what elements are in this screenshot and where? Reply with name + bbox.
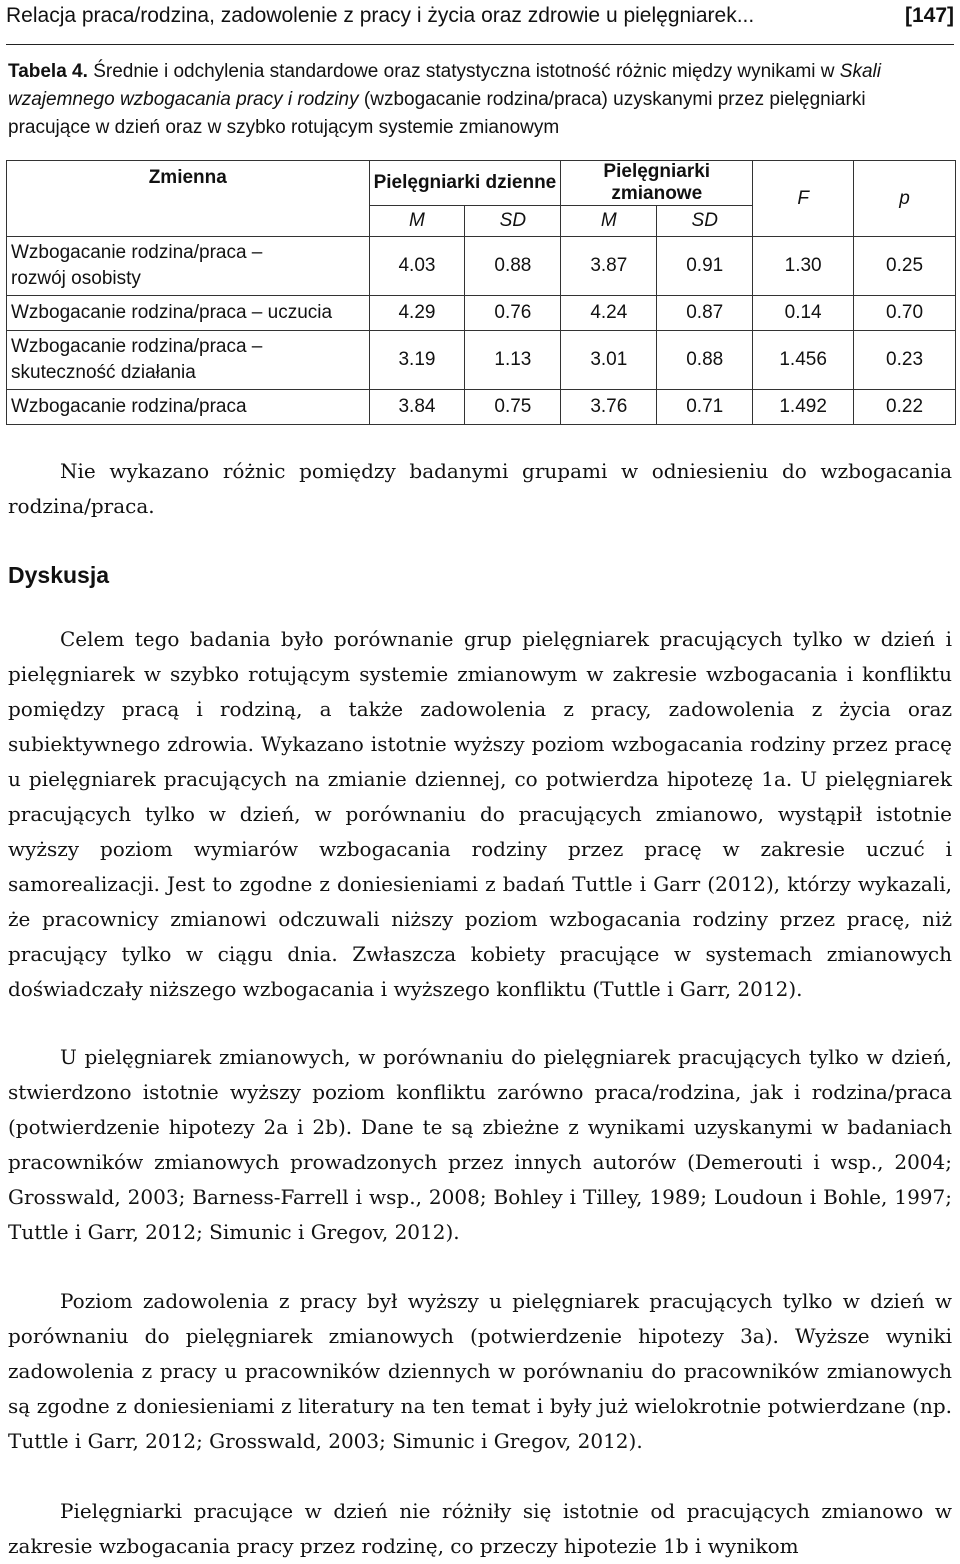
discussion-paragraph-1: Celem tego badania było porównanie grup pielęgniarek pracujących tylko w dzień i pielęgniarek w szybko rotującym systemie zmianowym w zakresie wzbogacania i konfliktu pomiędzy pracą i rodziną, a także zadowolenia z pracy, zadowolenia z życia oraz subiektywnego zdrowia. Wykazano istotnie wyższy poziom wzbogacania rodziny przez pracę u pielęgniarek pracujących na zmianie dziennej, co potwierdza hipotezę 1a. U pielęgniarek pracujących tylko w dzień, w porównaniu do pracujących zmianowo, wystąpił istotnie wyższy poziom wymiarów wzbogacania rodziny przez pracę w zakresie uczuć i samorealizacji. Jest to zgodne z doniesieniami z badań Tuttle i Garr (2012), którzy wykazali, że pracownicy zmianowi odczuwali niższy poziom wzbogacania rodziny przez pracę, niż pracujący tylko w ciągu dnia. Zwłaszcza kobiety pracujące w systemach zmianowych doświadczały niższego wzbogacania i wyższego konfliktu (Tuttle i Garr, 2012). (8, 627, 952, 1001)
row-variable (7, 237, 370, 296)
row-variable-line1: Wzbogacanie rodzina/praca – (11, 242, 263, 263)
row-variable (7, 296, 370, 331)
discussion-paragraph-2: U pielęgniarek zmianowych, w porównaniu do pielęgniarek pracujących tylko w dzień, stwierdzono istotnie wyższy poziom konfliktu zarówno praca/rodzina, jak i rodzina/praca (potwierdzenie hipotezy 2a i 2b). Dane te są zbieżne z wynikami uzyskanymi w badaniach pracowników zmianowych prowadzonych przez innych autorów (Demerouti i wsp., 2004; Grosswald, 2003; Barness-Farrell i wsp., 2008; Bohley i Tilley, 1989; Loudoun i Bohle, 1997; Tuttle i Garr, 2012; Simunic i Gregov, 2012). (8, 1045, 952, 1244)
caption-scale-name: Skali wzajemnego wzbogacania pracy i rodziny (8, 61, 881, 110)
header-shift-nurses: Pielęgniarki zmianowe (561, 161, 753, 206)
cell-sd-shift: 0.88 (657, 331, 753, 390)
header-m-shift: M (561, 206, 657, 237)
caption-text-1: Średnie i odchylenia standardowe oraz statystyczna istotność różnic między wynikami w (93, 61, 835, 82)
row-variable (7, 331, 370, 390)
row-variable-line2: skuteczność działania (11, 362, 196, 383)
table-row (7, 237, 956, 296)
running-header (6, 0, 954, 45)
cell-f: 0.14 (753, 296, 854, 331)
cell-m-day: 3.84 (369, 390, 465, 425)
table-row (7, 331, 956, 390)
discussion-paragraph-3: Poziom zadowolenia z pracy był wyższy u pielęgniarek pracujących tylko w dzień w porównaniu do pielęgniarek zmianowych (potwierdzenie hipotezy 3a). Wyższe wyniki zadowolenia z pracy u pracowników dziennych w porównaniu do pracowników zmianowych są zgodne z doniesieniami z literatury na ten temat i były już wielokrotnie potwierdzane (np. Tuttle i Garr, 2012; Grosswald, 2003; Simunic i Gregov, 2012). (8, 1289, 952, 1453)
cell-sd-day: 0.75 (465, 390, 561, 425)
cell-m-shift: 3.76 (561, 390, 657, 425)
header-day-nurses: Pielęgniarki dzienne (369, 161, 561, 206)
cell-f: 1.456 (753, 331, 854, 390)
row-variable-line2: rozwój osobisty (11, 268, 141, 289)
cell-sd-day: 1.13 (465, 331, 561, 390)
results-table (6, 160, 956, 425)
page-number: [147] (904, 4, 954, 27)
cell-m-shift: 3.01 (561, 331, 657, 390)
header-f: F (753, 161, 854, 237)
cell-sd-day: 0.88 (465, 237, 561, 296)
row-variable-line1: Wzbogacanie rodzina/praca – uczucia (11, 302, 333, 323)
cell-sd-day: 0.76 (465, 296, 561, 331)
header-sd-day: SD (465, 206, 561, 237)
cell-p: 0.22 (854, 390, 956, 425)
row-variable-line1: Wzbogacanie rodzina/praca – (11, 336, 263, 357)
header-m-day: M (369, 206, 465, 237)
table-label: Tabela 4. (8, 61, 88, 82)
cell-p: 0.70 (854, 296, 956, 331)
cell-sd-shift: 0.71 (657, 390, 753, 425)
cell-m-shift: 3.87 (561, 237, 657, 296)
cell-m-day: 4.03 (369, 237, 465, 296)
table-header-row (7, 161, 956, 206)
header-p: p (854, 161, 956, 237)
cell-m-shift: 4.24 (561, 296, 657, 331)
row-variable-line1: Wzbogacanie rodzina/praca (11, 396, 247, 417)
cell-m-day: 3.19 (369, 331, 465, 390)
header-sd-shift: SD (657, 206, 753, 237)
section-heading: Dyskusja (8, 562, 110, 588)
cell-f: 1.30 (753, 237, 854, 296)
running-title: Relacja praca/rodzina, zadowolenie z pracy i życia oraz zdrowie u pielęgniarek... (6, 4, 755, 27)
cell-sd-shift: 0.91 (657, 237, 753, 296)
cell-p: 0.23 (854, 331, 956, 390)
table-row (7, 296, 956, 331)
caption-text-2: (wzbogacanie rodzina/praca) uzyskanymi przez pielęgniarki pracujące w dzień oraz w szybko rotującym systemie zmianowym (8, 89, 866, 138)
cell-p: 0.25 (854, 237, 956, 296)
cell-f: 1.492 (753, 390, 854, 425)
results-note: Nie wykazano różnic pomiędzy badanymi grupami w odniesieniu do wzbogacania rodzina/praca. (8, 459, 952, 518)
table-row (7, 390, 956, 425)
table-caption (8, 58, 952, 142)
discussion-paragraph-4: Pielęgniarki pracujące w dzień nie różniły się istotnie od pracujących zmianowo w zakresie wzbogacania pracy przez rodzinę, co przeczy hipotezie 1b i wynikom (8, 1499, 952, 1558)
cell-m-day: 4.29 (369, 296, 465, 331)
cell-sd-shift: 0.87 (657, 296, 753, 331)
row-variable (7, 390, 370, 425)
header-variable: Zmienna (7, 161, 370, 237)
